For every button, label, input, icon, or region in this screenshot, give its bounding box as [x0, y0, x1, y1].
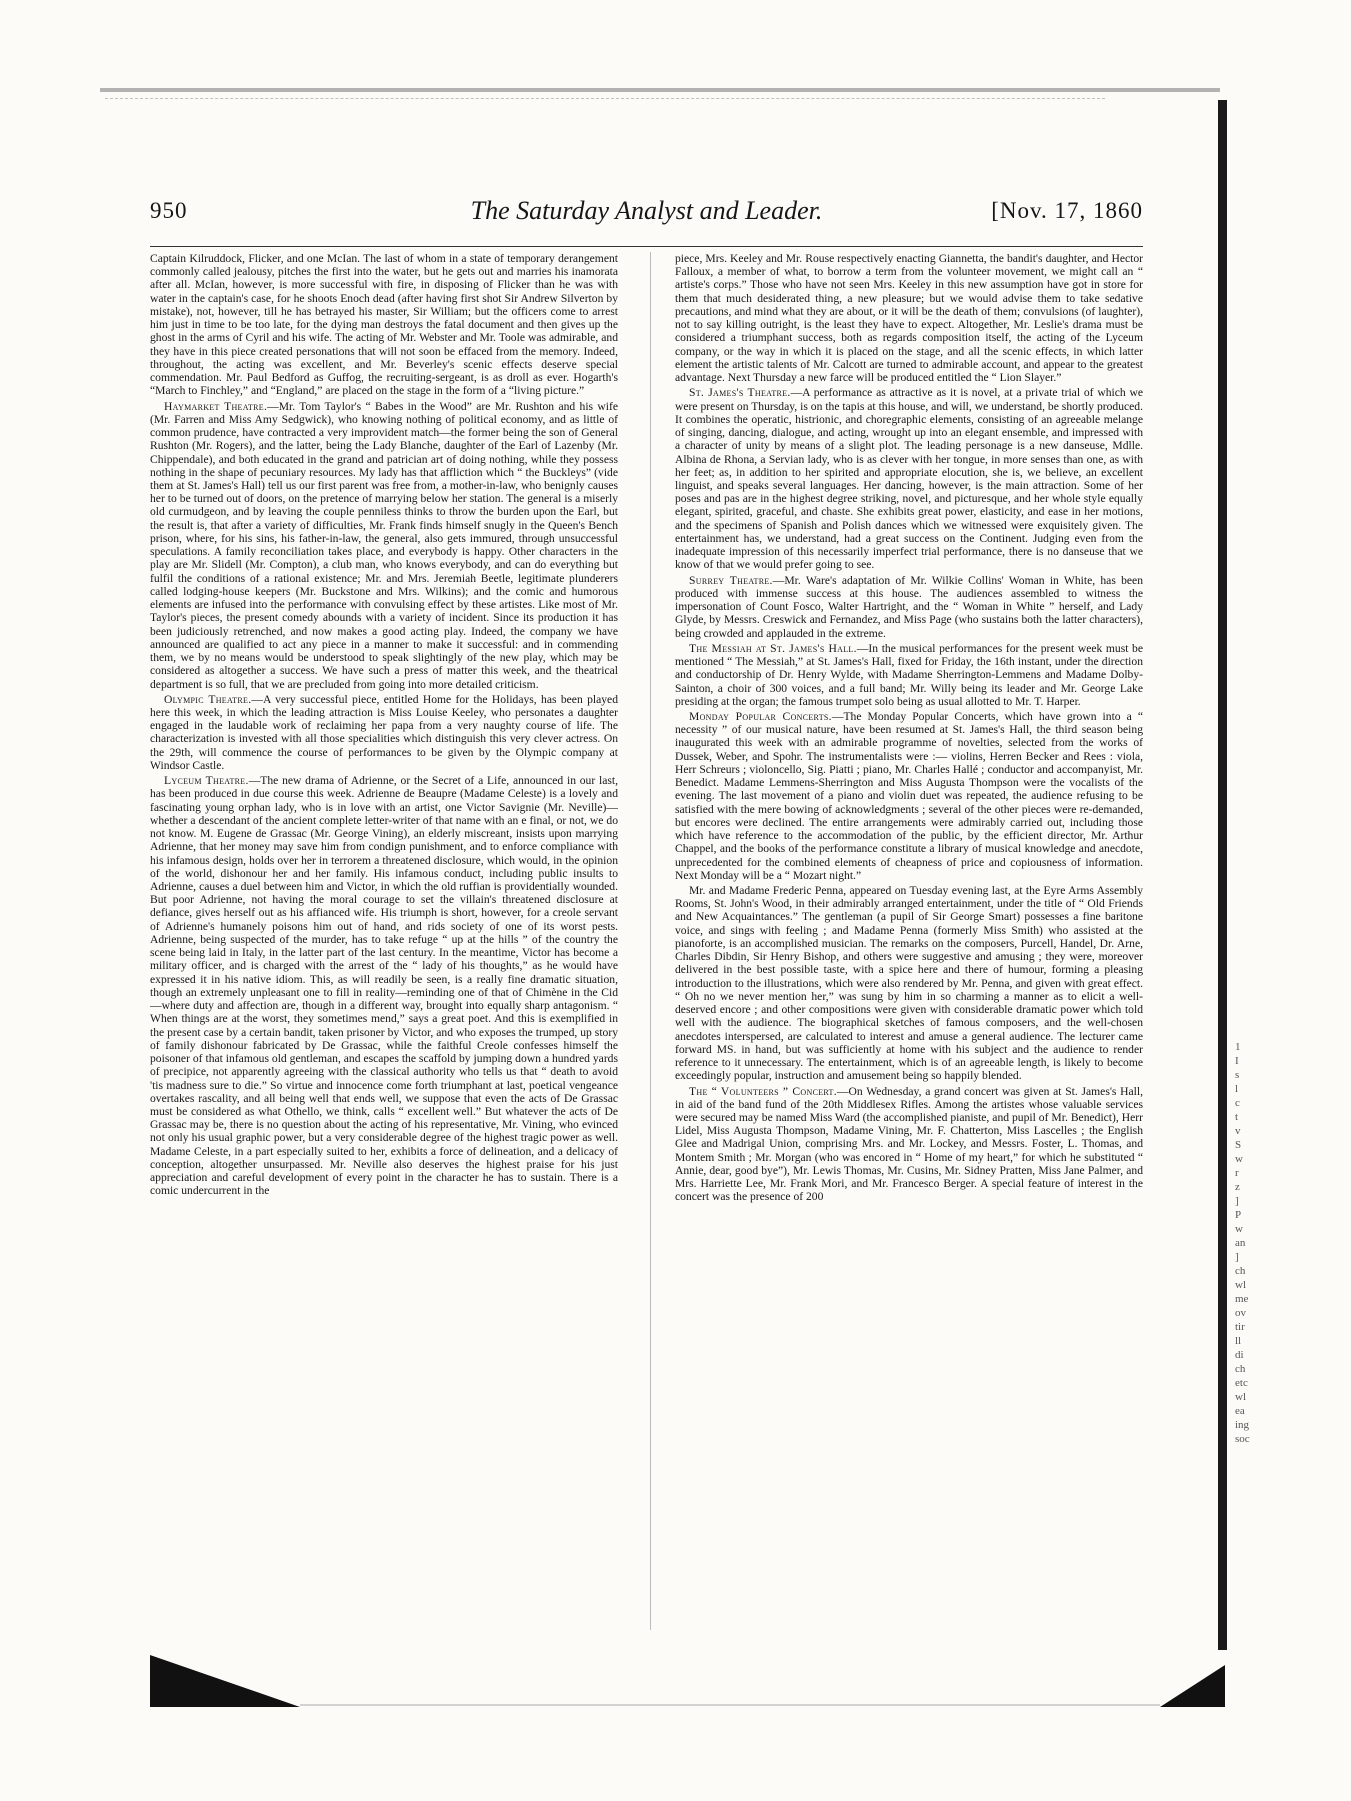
- article-body: —Mr. Ware's adaptation of Mr. Wilkie Collins' Woman in White, has been produced with immense success at this house. The audiences assembled to witness the impersonation of Count Fosco, Walter Hartright, and the “ Woman in White ” herself, and Lady Glyde, by Messrs. Creswick and Fernandez, and Miss Page (who sustains both the latter characters), being crowded and applauded in the extreme.: [675, 573, 1143, 640]
- edge-fragment: me: [1235, 1293, 1249, 1305]
- article-continuation: Captain Kilruddock, Flicker, and one McIan. The last of whom in a state of temporary derangement commonly called jealousy, pitches the first into the water, but he gets out and marries his inamorata after all. McIan, however, is more successful with fire, in disposing of Flicker than he was with water in the captain's case, for he shoots Enoch dead (after having first shot Sir Andrew Silverton by mistake), not, however, till he has betrayed his master, Sir William; but the officers come to arrest him just in time to be too late, for the dying man destroys the fatal document and then gives up the ghost in the arms of Cyril and his wife. The acting of Mr. Webster and Mr. Toole was admirable, and they have in this piece created personations that will not soon be effaced from the memory. Indeed, throughout, the acting was excellent, and Mr. Beverley's scenic effects deserve special commendation. Mr. Paul Bedford as Guffog, the recruiting-sergeant, is as droll as ever. Hogarth's “March to Finchley,” and “England,” are placed on the stage in the form of a “living picture.”: [150, 252, 618, 398]
- edge-fragment: soc: [1235, 1433, 1250, 1445]
- article-body: —The new drama of Adrienne, or the Secret of a Life, announced in our last, has been produced in due course this week. Adrienne de Beaupre (Madame Celeste) is a lovely and fascinating young orphan lady, who is in love with an artist, one Victor Savignie (Mr. Neville)—whether a descendant of the ancient complete letter-writer of that name with an e final, or not, we do not know. M. Eugene de Grassac (Mr. George Vining), an elderly miscreant, insists upon marrying Adrienne, that her money may save him from condign punishment, and to enforce compliance with his infamous design, holds over her in terrorem a threatened disclosure, which would, in the opinion of the world, dishonour her and her family. His infamous conduct, including public insults to Adrienne, causes a duel between him and Victor, in which the old ruffian is providentially wounded. But poor Adrienne, not having the moral courage to set the villain's threatened disclosure at defiance, gives herself out as his affianced wife. His triumph is short, however, for a creole servant of Adrienne's humanely poisons him out of hand, and rids society of one of its worst pests. Adrienne, being suspected of the murder, has to take refuge “ up at the hills ” of the country the scene being laid in Italy, in the latter part of the last century. In the meantime, Victor has become a military officer, and is charged with the arrest of the “ lady of his thoughts,” as he would have expressed it in his native idiom. This, as will readily be seen, is a really fine dramatic situation, though an extremely unpleasant one to fill in reality—reminding one of that of Chimène in the Cid—where duty and affection are, though in a different way, brought into equally sharp antagonism. “ When things are at the worst, they sometimes mend,” says a great poet. And this is exemplified in the present case by a certain bandit, taken prisoner by Victor, and who exposes the trumped, up story of family dishonour fabricated by De Grassac, while the faithful Creole confesses himself the poisoner of that infamous old gentleman, and escapes the scaffold by jumping down a hundred yards of precipice, not apparently agreeing with the classical authority who tells us that “ death to avoid 'tis madness sure to die.” So virtue and innocence come forth triumphant at last, poetical vengeance overtakes rascality, and all being well that ends well, we suppose that even the acts of De Grassac must be considered as what Othello, we think, calls “ excellent well.” But whatever the acts of De Grassac may be, there is no question about the acting of his representative, Mr. Vining, who evinced not only his usual graphic power, but a very considerable degree of the highest tragic power as well. Madame Celeste, in a part especially suited to her, exhibits a force of delineation, and a delicacy of conception, altogether unsurpassed. Mr. Neville also deserves the highest praise for his just appreciation and careful development of every point in the character he has to sustain. There is a comic undercurrent in the: [150, 774, 618, 1198]
- edge-fragment: l: [1235, 1083, 1239, 1095]
- edge-fragment: c: [1235, 1097, 1240, 1109]
- edge-fragment: t: [1235, 1111, 1239, 1123]
- right-column: [675, 252, 1143, 1635]
- edge-fragment: I: [1235, 1055, 1239, 1067]
- section-heading: Lyceum Theatre.: [164, 774, 249, 788]
- edge-fragment: tir: [1235, 1321, 1245, 1333]
- article-body: —Mr. Tom Taylor's “ Babes in the Wood” are Mr. Rushton and his wife (Mr. Farren and Miss Amy Sedgwick), who knowing nothing of political economy, and as little of common prudence, have contracted a very improvident match—the former being the son of General Rushton (Mr. Rogers), and the latter, being the Lady Blanche, daughter of the Earl of Lazenby (Mr. Chippendale), and both educated in the grand and patrician art of doing nothing, while they possess nothing in the shape of pecuniary resources. My lady has that affliction which “ the Buckleys” (vide them at St. James's Hall) tell us our first parent was free from, a mother-in-law, who benignly causes her to be turned out of doors, on the pretence of marrying below her station. The general is a miserly old curmudgeon, and by leaving the couple penniless thinks to throw the burden upon the Earl, but the result is, that after a variety of difficulties, Mr. Frank finds himself snugly in the Queen's Bench prison, where, for his sins, his father-in-law, the general, also gets immured, through unsuccessful speculations. A family reconciliation takes place, and everybody is happy. Other characters in the play are Mr. Slidell (Mr. Compton), a club man, who knows everybody, and can do everything but fulfil the conditions of a rational existence; Mr. and Mrs. Jeremiah Beetle, legitimate plunderers called lodging-house keepers (Mr. Buckstone and Mrs. Wilkins); and the comic and humorous elements are infused into the performance with convulsing effect by these artistes. Like most of Mr. Taylor's pieces, the present comedy abounds with a variety of incident. Since its production it has been judiciously retrenched, and now makes a good acting play. Indeed, the company we have announced are qualified to act any piece in a manner to make it successful: and in commending them, we by no means would be understood to speak slightingly of the new play, which may be considered as altogether a success. We have such a press of matter this week, and the theatrical department is so full, that we are precluded from going into more detailed criticism.: [150, 399, 618, 691]
- section-heading: Surrey Theatre.: [689, 573, 773, 587]
- edge-fragment: w: [1235, 1153, 1243, 1165]
- column-divider: [650, 252, 651, 1630]
- header-rule: [150, 246, 1143, 247]
- article-messiah: [675, 642, 1143, 708]
- top-edge-dashed-rule: [105, 98, 1105, 99]
- article-penna: Mr. and Madame Frederic Penna, appeared on Tuesday evening last, at the Eyre Arms Assembly Rooms, St. John's Wood, in their admirably arranged entertainment, under the title of “ Old Friends and New Acquaintances.” The gentleman (a pupil of Sir George Smart) possesses a fine baritone voice, and sings with feeling ; and Madame Penna (formerly Miss Smith) who assisted at the pianoforte, is an accomplished musician. The remarks on the composers, Purcell, Handel, Dr. Arne, Charles Dibdin, Sir Henry Bishop, and others were suggestive and amusing ; they were, moreover delivered in the best possible taste, with a spice here and there of humour, forming a pleasing introduction to the illustrations, which were also rendered by Mr. Penna, and given with great effect. “ Oh no we never mention her,” was sung by him in so charming a manner as to elicit a well-deserved encore ; and other compositions were given with considerable dramatic power which told well with the audience. The biographical sketches of famous composers, and the well-chosen anecdotes interspersed, are calculated to interest and amuse a general audience. The lecturer came forward MS. in hand, but was sufficiently at home with his subject and the audience to render reference to it unnecessary. The entertainment, which is of an agreeable length, is likely to become exceedingly popular, instruction and amusement being so happily blended.: [675, 884, 1143, 1083]
- edge-fragment: ing: [1235, 1419, 1250, 1431]
- article-volunteers-concert: [675, 1085, 1143, 1204]
- edge-fragment: P: [1235, 1209, 1242, 1221]
- edge-fragment: v: [1235, 1125, 1241, 1137]
- facing-page-fragments: [1235, 1040, 1273, 1520]
- article-body: —In the musical performances for the present week must be mentioned “ The Messiah,” at St. James's Hall, fixed for Friday, the 16th instant, under the direction and conductorship of Dr. Henry Wylde, with Madame Sherrington-Lemmens and Madame Dolby-Sainton, a choir of 300 voices, and a full band; Mr. Willy being its leader and Mr. George Lake presiding at the organ; the famous trumpet solo being as usual allotted to Mr. T. Harper.: [675, 641, 1143, 708]
- section-heading: Haymarket Theatre.: [164, 399, 268, 413]
- edge-fragment: ll: [1235, 1335, 1242, 1347]
- article-monday-concerts: [675, 710, 1143, 882]
- edge-fragment: S: [1235, 1139, 1242, 1151]
- binding-edge-bar: [1218, 100, 1227, 1650]
- article-body: —A performance as attractive as it is novel, at a private trial of which we were present on Thursday, is on the tapis at this house, and will, we understand, be shortly produced. It combines the operatic, histrionic, and choregraphic elements, consisting of an agreeable melange of singing, dancing, dialogue, and acting, wrought up into an elegant ensemble, and impressed with a character of unity by means of a slight plot. The leading personage is a new danseuse, Mdlle. Albina de Rhona, a Servian lady, who is as clever with her tongue, in more senses than one, as with her feet; as, in addition to her spirited and appropriate elocution, she is, we believe, an excellent linguist, and speaks several languages. Her dancing, however, is the main attraction. Some of her poses and pas are in the highest degree striking, novel, and picturesque, and her whole style equally elegant, spirited, graceful, and chaste. She exhibits great power, elasticity, and ease in her motions, and the specimens of Spanish and Polish dances which we witnessed were exquisitely given. The entertainment has, we understand, had a great success on the Continent. Judging even from the inadequate impression of this necessarily imperfect trial performance, there is no danseuse that we know of that we would prefer going to see.: [675, 386, 1143, 572]
- section-heading: Monday Popular Concerts.: [689, 709, 832, 723]
- edge-fragment: wl: [1235, 1391, 1246, 1403]
- page-number: 950: [150, 198, 188, 223]
- edge-fragment: ]: [1235, 1251, 1239, 1263]
- issue-date: [Nov. 17, 1860: [991, 198, 1143, 223]
- edge-fragment: ]: [1235, 1195, 1239, 1207]
- page-header: [150, 196, 1143, 236]
- article-haymarket: [150, 400, 618, 691]
- article-olympic: [150, 693, 618, 772]
- article-body: —The Monday Popular Concerts, which have grown into a “ necessity ” of our musical nature, have been resumed at St. James's Hall, the third season being inaugurated this week with an admirable programme of novelties, selected from the works of Dussek, Weber, and Spohr. The instrumentalists were :— violins, Herren Becker and Rees : viola, Herr Schreurs ; violoncello, Sig. Piatti ; piano, Mr. Charles Hallé ; conductor and accompanyist, Mr. Benedict. Madame Lemmens-Sherrington and Miss Augusta Thompson were the vocalists of the evening. The last movement of a piano and violin duet was repeated, the audience refusing to be satisfied with the mere bowing of acknowledgments ; several of the other pieces were re-demanded, but encores were declined. The entire arrangements were admirably carried out, including those which have reference to the accommodation of the public, by the efficient director, Mr. Arthur Chappel, and the books of the performance constitute a library of musical knowledge and anecdote, unprecedented for the combined elements of cheapness of price and copiousness of information. Next Monday will be a “ Mozart night.”: [675, 709, 1143, 882]
- edge-fragment: etc: [1235, 1377, 1248, 1389]
- left-column: [150, 252, 618, 1635]
- article-body: —A very successful piece, entitled Home for the Holidays, has been played here this week, in which the leading attraction is Miss Louise Keeley, who personates a daughter engaged in the laudable work of reclaiming her papa from a very naughty course of life. The characterization is invested with all those specialities which distinguish this very clever actress. On the 29th, will commence the course of performances to be given by the Olympic company at Windsor Castle.: [150, 692, 618, 772]
- edge-fragment: w: [1235, 1223, 1243, 1235]
- section-heading: The Messiah at St. James's Hall.: [689, 641, 857, 655]
- article-st-james-theatre: [675, 386, 1143, 571]
- edge-fragment: ov: [1235, 1307, 1246, 1319]
- scan-shadow-decoration: [150, 1655, 1225, 1710]
- edge-fragment: ch: [1235, 1363, 1246, 1375]
- edge-fragment: ch: [1235, 1265, 1246, 1277]
- edge-fragment: an: [1235, 1237, 1246, 1249]
- section-heading: St. James's Theatre.: [689, 386, 791, 400]
- edge-fragment: z: [1235, 1181, 1240, 1193]
- article-surrey: [675, 574, 1143, 640]
- article-continuation: piece, Mrs. Keeley and Mr. Rouse respectively enacting Giannetta, the bandit's daughter, and Hector Falloux, a member of what, to borrow a term from the volunteer movement, we might call an “ artiste's corps.” Those who have not seen Mrs. Keeley in this new assumption have got in store for them that much desiderated thing, a new pleasure; but we would advise them to take sedative precautions, and mind what they are about, or it will be the death of them; convulsions (of laughter), not to say killing outright, is the least they have to expect. Altogether, Mr. Leslie's drama must be considered a triumphant success, both as regards composition itself, the acting of the Lyceum company, or the way in which it is placed on the stage, and all the scenic effects, in which latter element the artistic talents of Mr. Calcott are turned to admirable account, and appear to the greatest advantage. Next Thursday a new farce will be produced entitled the “ Lion Slayer.”: [675, 252, 1143, 385]
- edge-fragment: di: [1235, 1349, 1244, 1361]
- top-edge-rule: [100, 88, 1220, 92]
- section-heading: Olympic Theatre.: [164, 692, 252, 706]
- edge-fragment: s: [1235, 1069, 1240, 1081]
- edge-fragment: 1: [1235, 1041, 1241, 1053]
- journal-title: The Saturday Analyst and Leader.: [470, 196, 823, 225]
- section-heading: The “ Volunteers ” Concert.: [689, 1084, 837, 1098]
- article-body: —On Wednesday, a grand concert was given at St. James's Hall, in aid of the band fund of the 20th Middlesex Rifles. Among the artistes whose valuable services were secured may be named Miss Ward (the accomplished pianiste, and pupil of Mr. Benedict), Herr Lidel, Miss Augusta Thompson, Madame Vining, Mr. F. Chatterton, Miss Lascelles ; the English Glee and Madrigal Union, comprising Mrs. and Mr. Lockey, and Messrs. Foster, L. Thomas, and Montem Smith ; Mr. Morgan (who was encored in “ Home of my heart,” for which he substituted “ Annie, dear, good bye”), Mr. Lewis Thomas, Mr. Cusins, Mr. Sidney Pratten, Miss Jane Palmer, and Mrs. Harriette Lee, Mr. Frank Mori, and Mr. Francesco Berger. A special feature of interest in the concert was the presence of 200: [675, 1084, 1143, 1204]
- edge-fragment: wl: [1235, 1279, 1246, 1291]
- edge-fragment: r: [1235, 1167, 1239, 1179]
- article-lyceum: [150, 774, 618, 1198]
- edge-fragment: ea: [1235, 1405, 1245, 1417]
